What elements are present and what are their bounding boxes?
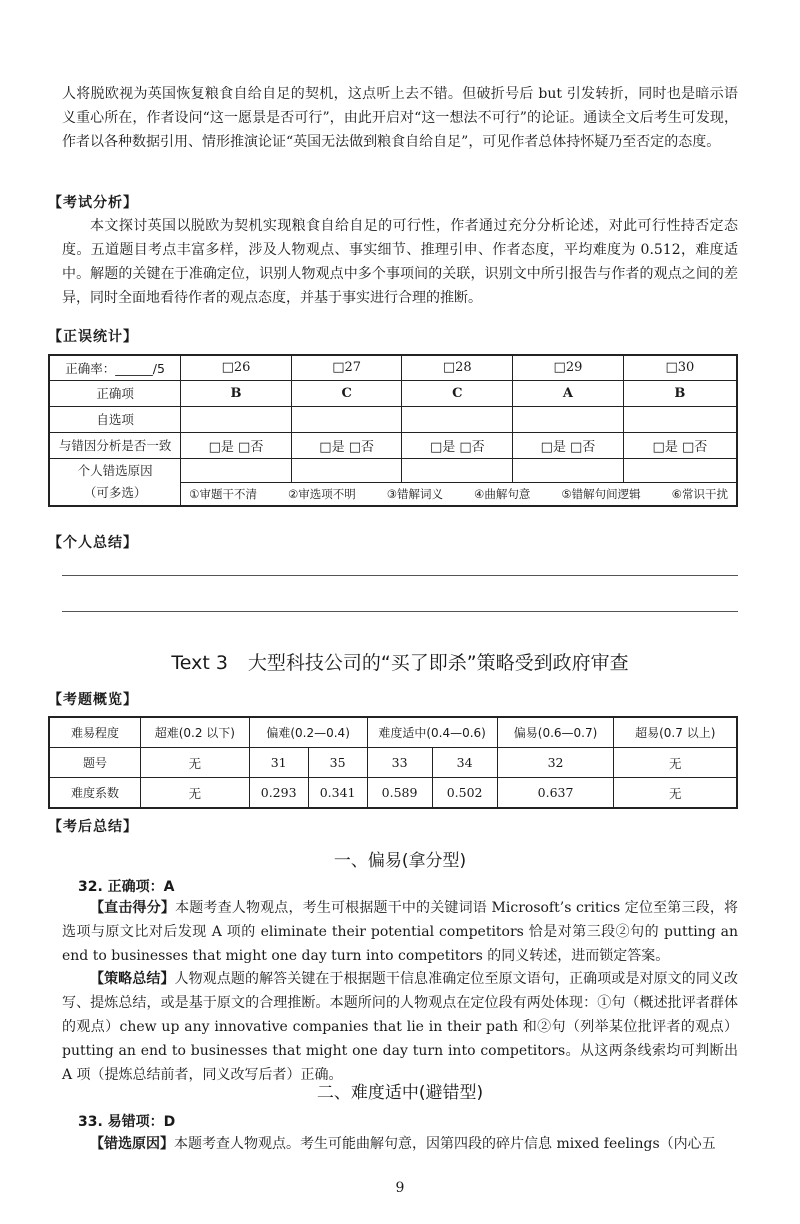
- reason-input-cell[interactable]: [623, 458, 737, 482]
- table-cell: 34: [432, 748, 497, 778]
- yes-no-checkbox[interactable]: □是 □否: [513, 432, 624, 458]
- reason-option[interactable]: ①审题干不清: [189, 486, 257, 501]
- match-label: 与错因分析是否一致: [49, 432, 181, 458]
- table-cell: 0.637: [497, 778, 614, 809]
- direct-score-body: 本题考查人物观点，考生可根据题干中的关键词语 Microsoft’s critics 定位至第三段，将选项与原文比对后发现 A 项的 eliminate their potential competitors 恰是对第三段②句的 putting an end to businesses that might one day turn into competitors 的同义转述，进而锁定答案。: [62, 900, 738, 964]
- stats-heading: 【正误统计】: [48, 329, 138, 345]
- wrong-choice-paragraph: [62, 1132, 738, 1156]
- reason-input-cell[interactable]: [402, 458, 513, 482]
- direct-score-tag: 【直击得分】: [90, 900, 176, 916]
- table-cell: 0.589: [367, 778, 432, 809]
- reason-input-cell[interactable]: [181, 458, 292, 482]
- table-cell: 0.341: [308, 778, 367, 809]
- question-number-label: 题号: [49, 748, 140, 778]
- wrong-choice-tag: 【错选原因】: [90, 1136, 174, 1152]
- table-cell: 无: [140, 778, 249, 809]
- correct-answer: B: [181, 380, 292, 406]
- reason-input-cell[interactable]: [513, 458, 624, 482]
- table-row: [49, 717, 737, 748]
- table-row: [49, 458, 737, 482]
- text3-label: Text 3: [171, 652, 228, 674]
- text3-title-text: 大型科技公司的“买了即杀”策略受到政府审查: [247, 652, 629, 674]
- difficulty-header: 难易程度: [49, 717, 140, 748]
- correct-answer: B: [623, 380, 737, 406]
- self-choice-cell[interactable]: [291, 406, 402, 432]
- accuracy-label: 正确率：______/5: [49, 355, 181, 380]
- post-exam-heading: 【考后总结】: [48, 819, 138, 835]
- table-cell: 无: [140, 748, 249, 778]
- summary-write-line[interactable]: [62, 611, 738, 612]
- error-reason-label: [49, 458, 181, 506]
- difficulty-header: 难度适中(0.4—0.6): [367, 717, 497, 748]
- table-cell: 0.502: [432, 778, 497, 809]
- text3-title: [0, 648, 800, 675]
- strategy-paragraph: [62, 967, 738, 1087]
- table-row: [49, 406, 737, 432]
- difficulty-header: 偏易(0.6—0.7): [497, 717, 614, 748]
- exam-analysis-body: 本文探讨英国以脱欧为契机实现粮食自给自足的可行性，作者通过充分分析论述，对此可行性持否定态度。五道题目考点丰富多样，涉及人物观点、事实细节、推理引申、作者态度，平均难度为 0.512，难度适中。解题的关键在于准确定位，识别人物观点中多个事项间的关联，识别文中所引报告与作者的观点之间的差异，同时全面地看待作者的观点态度，并基于事实进行合理的推断。: [62, 218, 738, 306]
- table-row: [49, 748, 737, 778]
- table-cell: 32: [497, 748, 614, 778]
- strategy-tag: 【策略总结】: [90, 971, 175, 987]
- exam-analysis-heading: 【考试分析】: [48, 195, 138, 211]
- question-checkbox[interactable]: □30: [623, 355, 737, 380]
- overview-heading: 【考题概览】: [48, 692, 138, 708]
- q33-label: 33. 易错项：D: [78, 1114, 176, 1130]
- table-row: [49, 432, 737, 458]
- reason-option[interactable]: ②审选项不明: [287, 486, 356, 501]
- q32-label: 32. 正确项：A: [78, 879, 175, 895]
- table-cell: 33: [367, 748, 432, 778]
- yes-no-checkbox[interactable]: □是 □否: [291, 432, 402, 458]
- table-cell: 35: [308, 748, 367, 778]
- part1-heading: 一、偏易(拿分型): [333, 851, 467, 871]
- intro-paragraph: 人将脱欧视为英国恢复粮食自给自足的契机，这点听上去不错。但破折号后 but 引发转折，同时也是暗示语义重心所在，作者设问“这一愿景是否可行”，由此开启对“这一想法不可行”的论证。通读全文后考生可发现，作者以各种数据引用、情形推演论证“英国无法做到粮食自给自足”，可见作者总体持怀疑乃至否定的态度。: [62, 86, 738, 150]
- correct-answer: A: [513, 380, 624, 406]
- reason-option[interactable]: ③错解词义: [386, 486, 444, 501]
- self-choice-cell[interactable]: [181, 406, 292, 432]
- correct-answer-label: 正确项: [49, 380, 181, 406]
- part2-heading: 二、难度适中(避错型): [316, 1083, 484, 1103]
- table-row: [49, 355, 737, 380]
- error-reason-label-line1: 个人错选原因: [77, 462, 153, 478]
- correct-answer: C: [402, 380, 513, 406]
- table-cell: 无: [614, 748, 737, 778]
- wrong-choice-body: 本题考查人物观点。考生可能曲解句意，因第四段的碎片信息 mixed feelings（内心五: [174, 1136, 716, 1152]
- yes-no-checkbox[interactable]: □是 □否: [402, 432, 513, 458]
- difficulty-coef-label: 难度系数: [49, 778, 140, 809]
- correct-answer: C: [291, 380, 402, 406]
- reason-option[interactable]: ④曲解句意: [474, 486, 531, 501]
- yes-no-checkbox[interactable]: □是 □否: [181, 432, 292, 458]
- accuracy-stats-table: [48, 354, 738, 507]
- difficulty-header: 超易(0.7 以上): [614, 717, 737, 748]
- self-choice-cell[interactable]: [402, 406, 513, 432]
- difficulty-header: 超难(0.2 以下): [140, 717, 249, 748]
- question-checkbox[interactable]: □29: [513, 355, 624, 380]
- self-choice-cell[interactable]: [623, 406, 737, 432]
- reason-options: [181, 482, 737, 506]
- personal-summary-heading: 【个人总结】: [48, 535, 138, 551]
- question-checkbox[interactable]: □28: [402, 355, 513, 380]
- reason-option[interactable]: ⑤错解句间逻辑: [561, 486, 641, 501]
- reason-option[interactable]: ⑥常识干扰: [671, 486, 728, 501]
- error-reason-label-line2: （可多选）: [83, 484, 147, 500]
- page-number: 9: [395, 1180, 405, 1196]
- strategy-body: 人物观点题的解答关键在于根据题干信息准确定位至原文语句，正确项或是对原文的同义改写、提炼总结，或是基于原文的合理推断。本题所问的人物观点在定位段有两处体现：①句（概述批评者群体的观点）chew up any innovative companies that lie in their path 和②句（列举某位批评者的观点）putting an end to businesses that might one day turn into competitors。从这两条线索均可判断出 A 项（提炼总结前者，同义改写后者）正确。: [62, 971, 739, 1083]
- direct-score-paragraph: [62, 896, 738, 968]
- question-checkbox[interactable]: □26: [181, 355, 292, 380]
- table-cell: 0.293: [249, 778, 308, 809]
- reason-input-cell[interactable]: [291, 458, 402, 482]
- difficulty-overview-table: [48, 716, 738, 809]
- question-checkbox[interactable]: □27: [291, 355, 402, 380]
- table-cell: 无: [614, 778, 737, 809]
- self-choice-label: 自选项: [49, 406, 181, 432]
- difficulty-header: 偏难(0.2—0.4): [249, 717, 367, 748]
- table-row: [49, 778, 737, 809]
- summary-write-line[interactable]: [62, 575, 738, 576]
- table-cell: 31: [249, 748, 308, 778]
- yes-no-checkbox[interactable]: □是 □否: [623, 432, 737, 458]
- self-choice-cell[interactable]: [513, 406, 624, 432]
- table-row: [49, 380, 737, 406]
